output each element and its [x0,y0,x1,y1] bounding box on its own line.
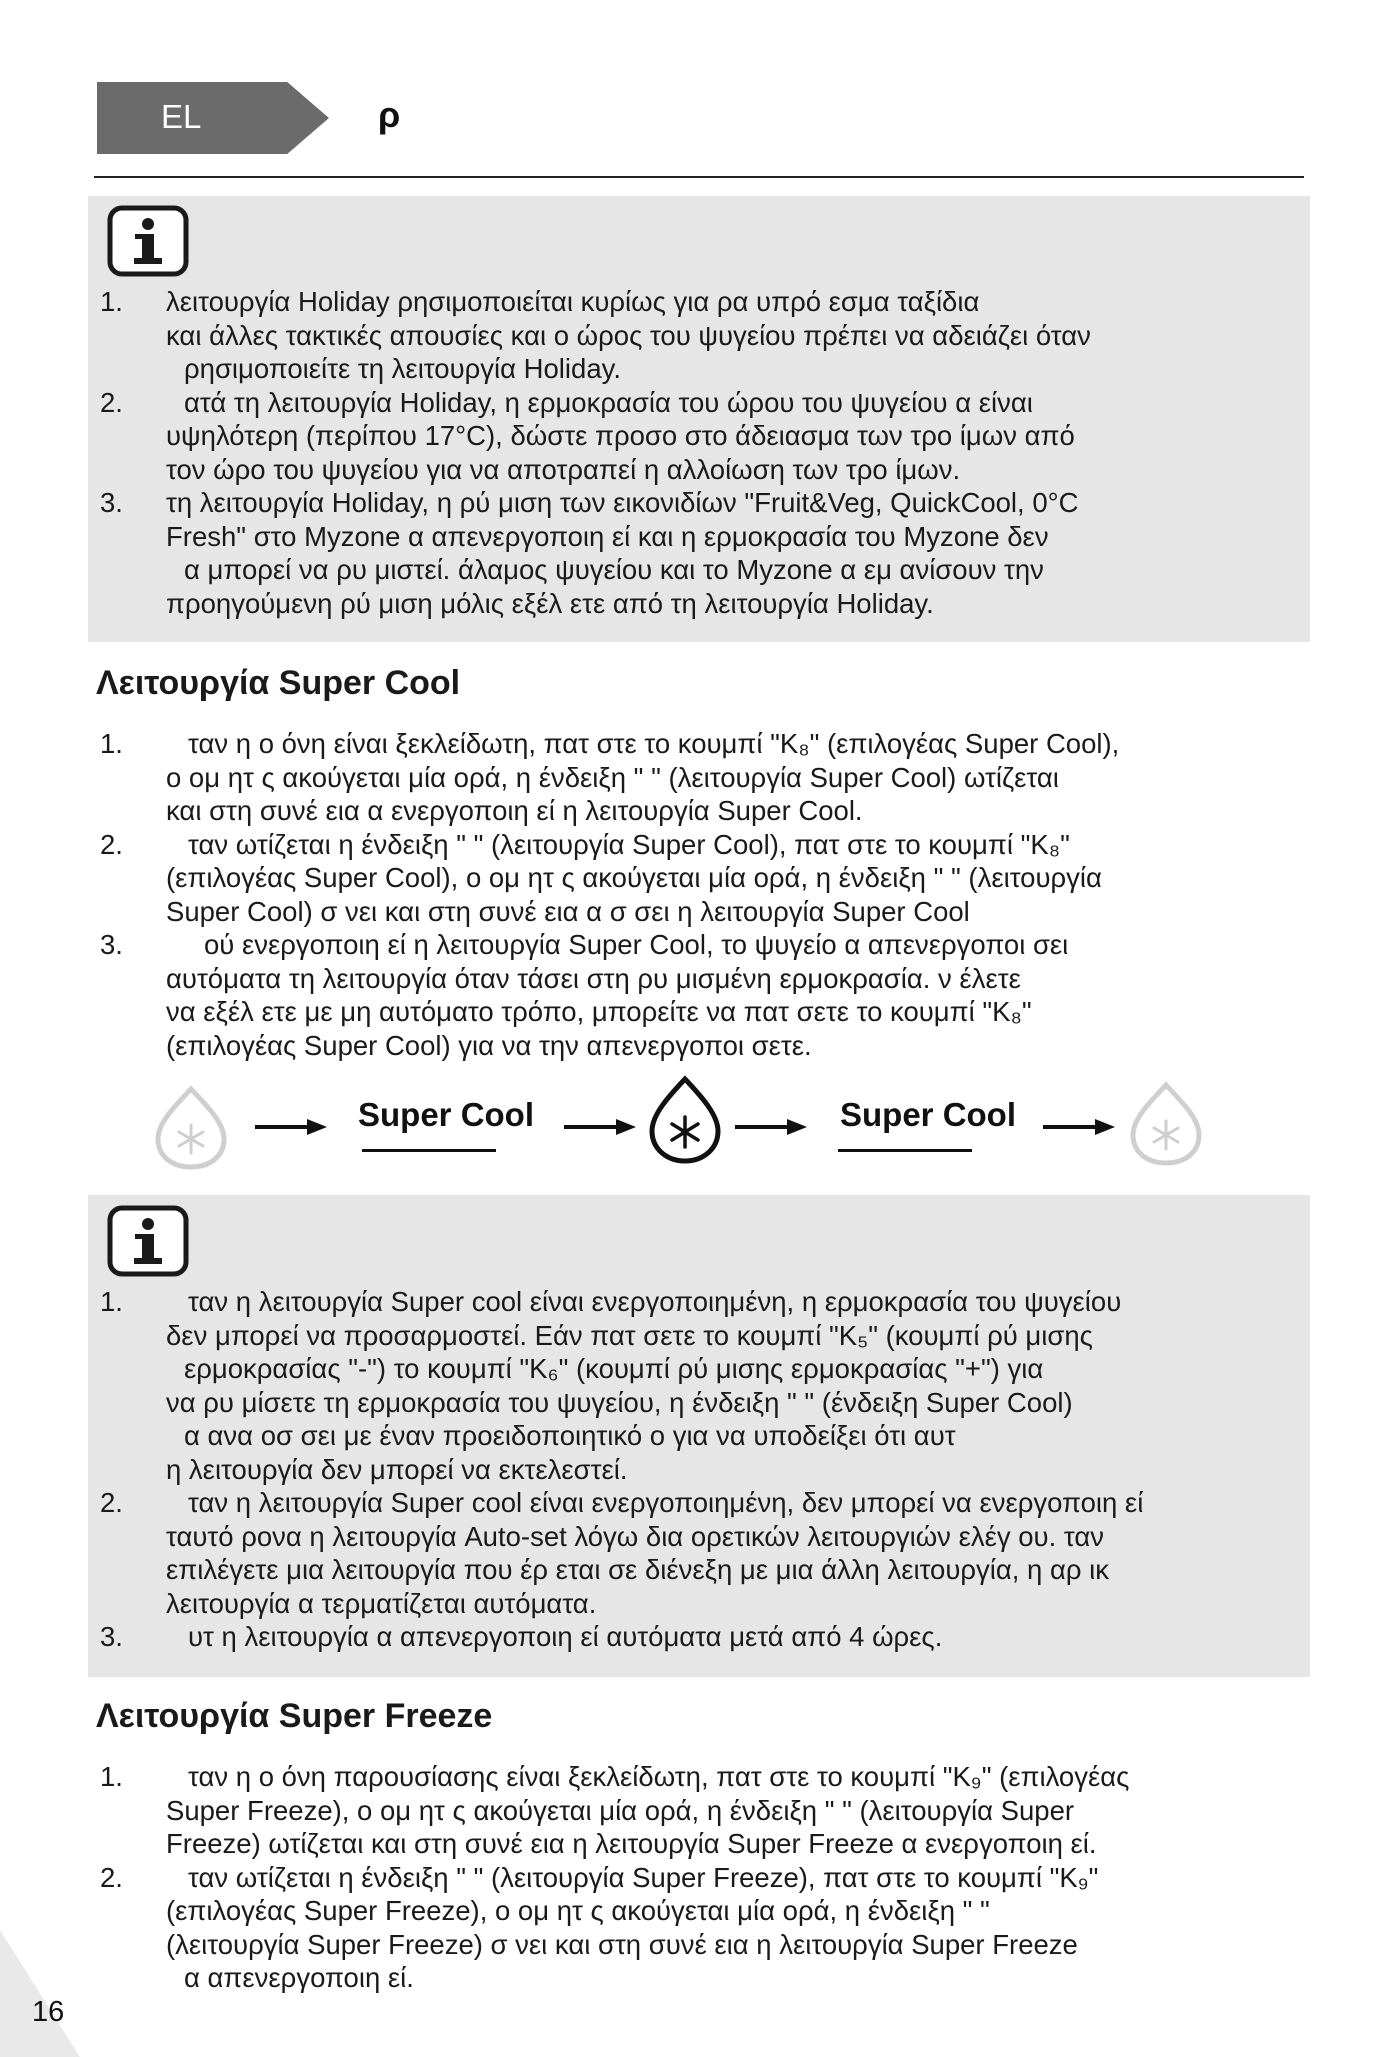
super-cool-diagram [150,1075,1220,1175]
item-line: (λειτουργία Super Freeze) σ νει και στη συνέ εια η λειτουργία Super Freeze [166,1928,1078,1960]
item-number: 3. [100,1621,123,1652]
arrow-right-icon [735,1119,807,1135]
item-line: ταν ωτίζεται η ένδειξη " " (λειτουργία Super Freeze), πατ στε το κουμπί "K₉" [188,1861,1099,1893]
item-number: 2. [100,386,123,418]
item-line: ατά τη λειτουργία Holiday, η ερμοκρασία του ώρου του ψυγείου α είναι [184,386,1033,418]
item-line: ταυτό ρονα η λειτουργία Auto-set λόγω δια ορετικών λειτουργιών ελέγ ου. ταν [166,1520,1104,1552]
item-line: και άλλες τακτικές απουσίες και ο ώρος του ψυγείου πρέπει να αδειάζει όταν [166,319,1091,351]
list-item [100,1620,1300,1654]
snowflake-drop-icon-dim [150,1085,232,1171]
list-item [100,1285,1300,1486]
header-divider [94,176,1304,178]
super-freeze-list [100,1760,1300,1995]
page-corner [0,1930,80,2057]
snowflake-drop-icon-dim [1125,1081,1207,1167]
list-item [100,1486,1300,1620]
item-line: α ανα οσ σει με έναν προειδοποιητικό ο για να υποδείξει ότι αυτ [184,1420,956,1451]
item-line: (επιλογέας Super Freeze), ο ομ ητ ς ακούγεται μία ορά, η ένδειξη " " [166,1895,990,1926]
item-line: λειτουργία Holiday ρησιμοποιείται κυρίως για ρα υπρό εσμα ταξίδια [166,286,980,317]
item-number: 1. [100,1286,123,1317]
arrow-right-icon [564,1119,636,1135]
item-line: λειτουργία α τερματίζεται αυτόματα. [166,1587,597,1619]
item-line: ταν η λειτουργία Super cool είναι ενεργοποιημένη, η ερμοκρασία του ψυγείου [188,1286,1122,1317]
super-freeze-title: Λειτουργία Super Freeze [96,1697,493,1735]
item-number: 1. [100,1761,123,1792]
language-label: EL [161,98,202,135]
item-line: Super Freeze), ο ομ ητ ς ακούγεται μία ορά, η ένδειξη " " (λειτουργία Super [166,1794,1075,1826]
arrow-right-icon [255,1119,327,1135]
item-line: ρησιμοποιείτε τη λειτουργία Holiday. [184,353,621,384]
list-item [100,1861,1300,1995]
list-item [100,1760,1300,1861]
label-underline [838,1149,972,1152]
item-line: ταν η ο όνη είναι ξεκλείδωτη, πατ στε το κουμπί "K₈" (επιλογέας Super Cool), [188,728,1120,759]
language-tab [97,82,329,154]
snowflake-drop-icon-active [644,1075,726,1165]
item-line: α μπορεί να ρυ μιστεί. άλαμος ψυγείου και το Myzone α εμ ανίσουν την [184,554,1044,585]
item-line: δεν μπορεί να προσαρμοστεί. Εάν πατ σετε το κουμπί "K₅" (κουμπί ρύ μισης [166,1319,1093,1351]
item-number: 1. [100,286,123,317]
section-heading: ρ [378,94,401,135]
item-line: επιλέγετε μια λειτουργία που έρ εται σε διένεξη με μια άλλη λειτουργία, η αρ ικ [166,1554,1110,1585]
item-line: ερμοκρασίας "-") το κουμπί "K₆" (κουμπί ρύ μισης ερμοκρασίας "+") για [184,1353,1044,1384]
item-number: 1. [100,728,123,759]
item-line: τον ώρο του ψυγείου για να αποτραπεί η αλλοίωση των τρο ίμων. [166,453,961,485]
list-item [100,285,1300,386]
info-icon [107,205,189,277]
super-cool-label: Super Cool [840,1096,1017,1133]
item-line: ταν η λειτουργία Super cool είναι ενεργοποιημένη, δεν μπορεί να ενεργοποιη εί [188,1487,1144,1518]
list-item [100,928,1300,1062]
item-line: ταν η ο όνη παρουσίασης είναι ξεκλείδωτη, πατ στε το κουμπί "K₉" (επιλογέας [188,1761,1130,1792]
item-line: Super Cool) σ νει και στη συνέ εια α σ σει η λειτουργία Super Cool [166,895,970,927]
item-line: α απενεργοποιη εί. [184,1962,414,1993]
list-item [100,828,1300,929]
item-number: 3. [100,929,123,960]
list-item [100,386,1300,487]
item-line: (επιλογέας Super Cool) για να την απενεργοποι σετε. [166,1029,812,1061]
item-line: και στη συνέ εια α ενεργοποιη εί η λειτουργία Super Cool. [166,795,863,826]
item-line: υτ η λειτουργία α απενεργοποιη εί αυτόματα μετά από 4 ώρες. [188,1621,943,1652]
arrow-right-icon [1043,1119,1115,1135]
item-line: ού ενεργοποιη εί η λειτουργία Super Cool, το ψυγείο α απενεργοποι σει [204,929,1069,960]
super-cool-notes-list [100,1285,1300,1654]
item-line: ο ομ ητ ς ακούγεται μία ορά, η ένδειξη " " (λειτουργία Super Cool) ωτίζεται [166,761,1059,793]
item-line: να εξέλ ετε με μη αυτόματο τρόπο, μπορείτε να πατ σετε το κουμπί "K₈" [166,996,1032,1027]
item-line: προηγούμενη ρύ μιση μόλις εξέλ ετε από τη λειτουργία Holiday. [166,587,934,619]
item-line: η λειτουργία δεν μπορεί να εκτελεστεί. [166,1453,628,1485]
super-cool-title: Λειτουργία Super Cool [96,664,461,702]
holiday-notes-list [100,285,1300,620]
item-line: τη λειτουργία Holiday, η ρύ μιση των εικονιδίων "Fruit&Veg, QuickCool, 0°C [166,487,1079,518]
item-line: αυτόματα τη λειτουργία όταν τάσει στη ρυ μισμένη ερμοκρασία. ν έλετε [166,962,1021,994]
item-line: υψηλότερη (περίπου 17°C), δώστε προσο στο άδειασμα των τρο ίμων από [166,420,1075,451]
item-line: Fresh" στο Myzone α απενεργοποιη εί και η ερμοκρασία του Myzone δεν [166,520,1049,552]
item-number: 3. [100,487,123,518]
item-line: ταν ωτίζεται η ένδειξη " " (λειτουργία Super Cool), πατ στε το κουμπί "K₈" [188,828,1070,860]
label-underline [362,1149,496,1152]
super-cool-list [100,727,1300,1062]
info-icon [107,1205,189,1277]
super-cool-label: Super Cool [358,1096,535,1133]
item-number: 2. [100,1487,123,1518]
item-number: 2. [100,1861,123,1893]
item-line: να ρυ μίσετε τη ερμοκρασία του ψυγείου, η ένδειξη " " (ένδειξη Super Cool) [166,1386,1073,1418]
page-number: 16 [32,1996,65,2028]
list-item [100,486,1300,620]
item-number: 2. [100,828,123,860]
list-item [100,727,1300,828]
item-line: (επιλογέας Super Cool), ο ομ ητ ς ακούγεται μία ορά, η ένδειξη " " (λειτουργία [166,862,1102,893]
item-line: Freeze) ωτίζεται και στη συνέ εια η λειτουργία Super Freeze α ενεργοποιη εί. [166,1828,1097,1859]
